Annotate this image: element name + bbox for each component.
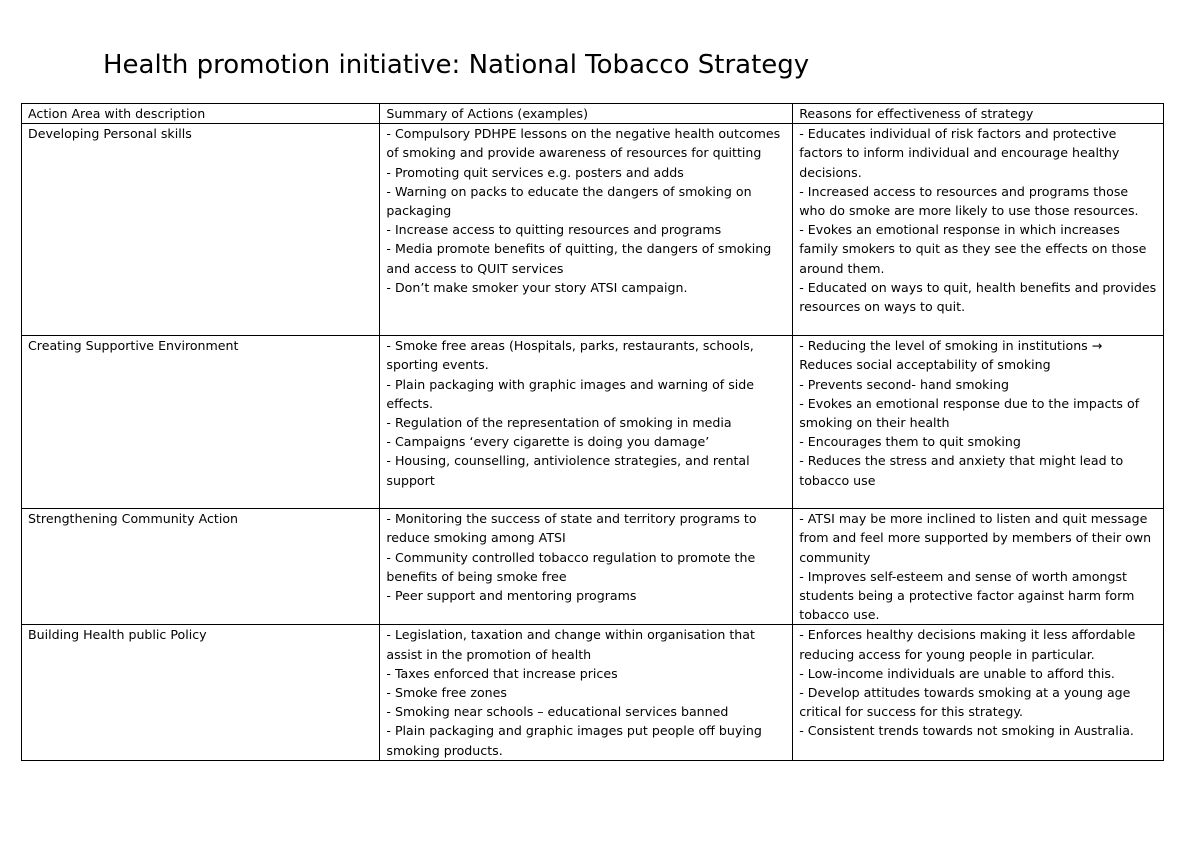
- list-item: - Media promote benefits of quitting, the dangers of smoking and access to QUIT services: [386, 241, 772, 276]
- list-item: - Peer support and mentoring programs: [386, 588, 637, 604]
- reasons-cell: [793, 509, 1164, 625]
- list-item: - Encourages them to quit smoking: [799, 434, 1021, 450]
- list-item: - Community controlled tobacco regulation to promote the benefits of being smoke free: [386, 549, 756, 584]
- list-item: - Increase access to quitting resources and programs: [386, 222, 722, 238]
- header-reasons: Reasons for effectiveness of strategy: [793, 104, 1164, 124]
- list-item: - Consistent trends towards not smoking in Australia.: [799, 723, 1134, 739]
- list-item: - Evokes an emotional response due to the impacts of smoking on their health: [799, 395, 1140, 431]
- actions-cell: [380, 336, 793, 509]
- list-item: - Low-income individuals are unable to afford this.: [799, 665, 1115, 681]
- strategy-table: [21, 103, 1164, 761]
- list-item: - Don’t make smoker your story ATSI campaign.: [386, 279, 688, 295]
- action-area-cell: Developing Personal skills: [22, 124, 380, 336]
- list-item: - ATSI may be more inclined to listen and quit message from and feel more supported by members of their own community: [799, 511, 1152, 565]
- list-item: - Smoke free zones: [386, 685, 507, 701]
- reasons-cell: [793, 124, 1164, 336]
- list-item: - Regulation of the representation of smoking in media: [386, 415, 732, 431]
- table-row: [22, 509, 1164, 625]
- header-action-area: Action Area with description: [22, 104, 380, 124]
- reasons-cell: [793, 336, 1164, 509]
- list-item: - Evokes an emotional response in which increases family smokers to quit as they see the effects on those around them.: [799, 222, 1147, 276]
- list-item: - Educates individual of risk factors and protective factors to inform individual and encourage healthy decisions.: [799, 126, 1120, 180]
- list-item: - Prevents second- hand smoking: [799, 376, 1009, 392]
- action-area-cell: Building Health public Policy: [22, 625, 380, 760]
- page-title: Health promotion initiative: National Tobacco Strategy: [103, 50, 810, 80]
- list-item: - Smoke free areas (Hospitals, parks, restaurants, schools, sporting events.: [386, 338, 754, 373]
- actions-cell: [380, 124, 793, 336]
- list-item: - Plain packaging with graphic images and warning of side effects.: [386, 376, 755, 411]
- list-item: - Compulsory PDHPE lessons on the negative health outcomes of smoking and provide awareness of resources for quitting: [386, 126, 781, 161]
- action-area-cell: Creating Supportive Environment: [22, 336, 380, 509]
- header-summary-actions: Summary of Actions (examples): [380, 104, 793, 124]
- list-item: - Campaigns ‘every cigarette is doing you damage’: [386, 434, 710, 450]
- table-row: [22, 124, 1164, 336]
- reasons-cell: [793, 625, 1164, 760]
- list-item: - Legislation, taxation and change within organisation that assist in the promotion of health: [386, 627, 755, 662]
- list-item: - Develop attitudes towards smoking at a young age critical for success for this strategy.: [799, 685, 1131, 720]
- list-item: - Increased access to resources and programs those who do smoke are more likely to use those resources.: [799, 183, 1139, 219]
- list-item: - Promoting quit services e.g. posters and adds: [386, 164, 684, 180]
- list-item: - Taxes enforced that increase prices: [386, 665, 618, 681]
- list-item: - Reducing the level of smoking in institutions → Reduces social acceptability of smoking: [799, 338, 1103, 373]
- table-row: [22, 336, 1164, 509]
- list-item: - Plain packaging and graphic images put people off buying smoking products.: [386, 723, 762, 758]
- list-item: - Smoking near schools – educational services banned: [386, 704, 729, 720]
- table-row: [22, 625, 1164, 760]
- list-item: - Warning on packs to educate the dangers of smoking on packaging: [386, 183, 752, 219]
- list-item: - Housing, counselling, antiviolence strategies, and rental support: [386, 453, 750, 488]
- list-item: - Reduces the stress and anxiety that might lead to tobacco use: [799, 453, 1124, 488]
- actions-cell: [380, 625, 793, 760]
- list-item: - Enforces healthy decisions making it less affordable reducing access for young people in particular.: [799, 627, 1136, 662]
- actions-cell: [380, 509, 793, 625]
- list-item: - Monitoring the success of state and territory programs to reduce smoking among ATSI: [386, 511, 757, 546]
- list-item: - Improves self-esteem and sense of worth amongst students being a protective factor against harm form tobacco use.: [799, 568, 1135, 623]
- action-area-cell: Strengthening Community Action: [22, 509, 380, 625]
- list-item: - Educated on ways to quit, health benefits and provides resources on ways to quit.: [799, 279, 1157, 315]
- table-header-row: [22, 104, 1164, 124]
